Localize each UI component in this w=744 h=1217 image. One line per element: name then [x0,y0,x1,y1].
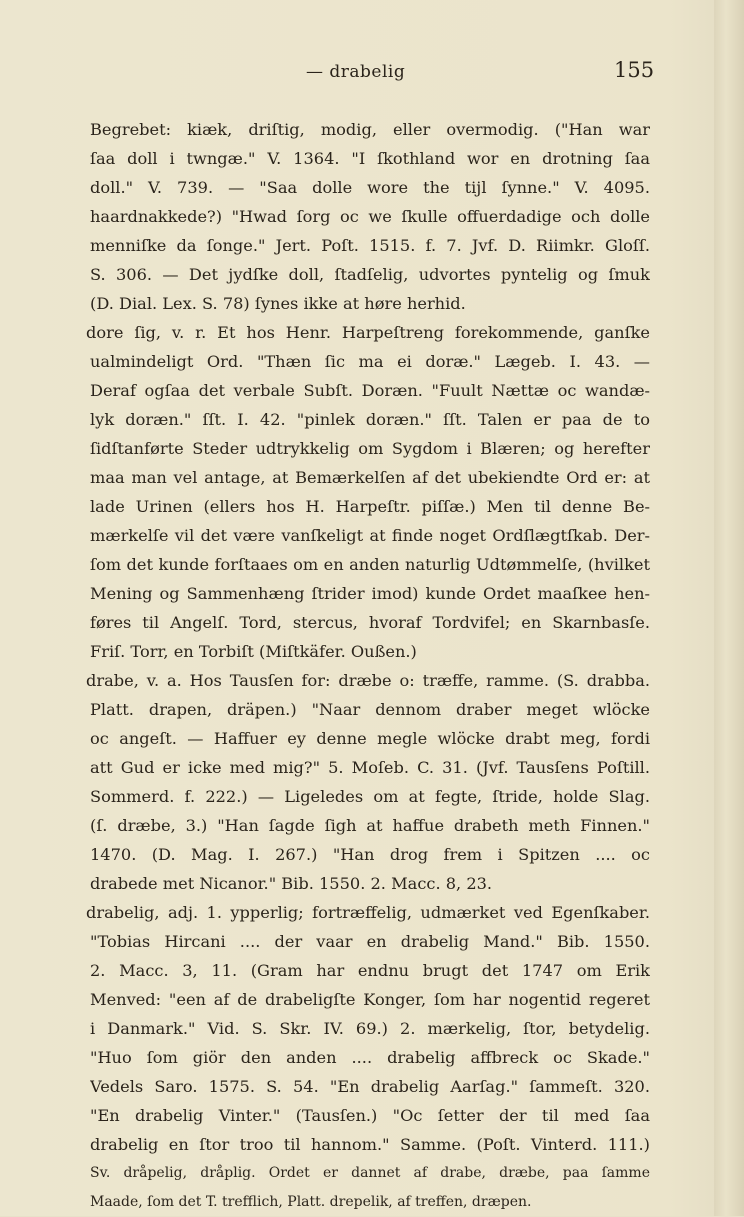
text-line: ualmindeligt Ord. "Thæn ſic ma ei doræ." Lægeb. I. 43. — [90,352,650,371]
text-line: (D. Dial. Lex. S. 78) ſynes ikke at høre herhid. [90,294,466,313]
text-line: Menved: "een af de drabeligſte Konger, ſom har nogentid regeret [90,990,650,1009]
dictionary-text [86,115,650,1217]
text-line: haardnakkede?) "Hwad ſorg oc we ſkulle offuerdadige och dolle [90,207,650,226]
text-line: ſidſtanførte Steder udtrykkelig om Sygdom i Blæren; og herefter [90,439,650,458]
text-line: S. 306. — Det jydſke doll, ſtadſelig, udvortes pyntelig og ſmuk [90,265,650,284]
text-line: mærkelſe vil det være vanſkeligt at finde noget Ordſlægtſkab. Der- [90,526,650,545]
text-line: 2. Macc. 3, 11. (Gram har endnu brugt det 1747 om Erik [90,961,650,980]
text-line: "Huo ſom giör den anden .... drabelig affbreck oc Skade." [90,1048,650,1067]
text-line: "Tobias Hircani .... der vaar en drabelig Mand." Bib. 1550. [90,932,650,951]
text-line: doll." V. 739. — "Saa dolle wore the tijl ſynne." V. 4095. [90,178,650,197]
text-line: att Gud er icke med mig?" 5. Moſeb. C. 31. (Jvf. Tausſens Poſtill. [90,758,650,777]
page-number: 155 [614,58,655,82]
text-line: Begrebet: kiæk, driſtig, modig, eller overmodig. ("Han war [90,120,650,139]
text-line: lade Urinen (ellers hos H. Harpeſtr. piſſæ.) Men til denne Be- [90,497,650,516]
page-spine-edge [714,0,744,1216]
entry-drabe: drabe, v. a. Hos Tausſen for: dræbe o: træffe, ramme. (S. drabba. [86,671,650,690]
text-line: "En drabelig Vinter." (Tausſen.) "Oc ſetter der til med ſaa [90,1106,650,1125]
text-line: Friſ. Torr, en Torbiſt (Miſtkäfer. Oußen.) [90,642,417,661]
text-line: oc angeſt. — Haffuer ey denne megle wlöcke drabt meg, fordi [90,729,650,748]
entry-drabelig: drabelig, adj. 1. ypperlig; fortræffelig, udmærket ved Egenſkaber. [86,903,650,922]
text-line: 1470. (D. Mag. I. 267.) "Han drog frem i Spitzen .... oc [90,845,650,864]
text-line: i Danmark." Vid. S. Skr. IV. 69.) 2. mærkelig, ſtor, betydelig. [90,1019,650,1038]
text-line: (ſ. dræbe, 3.) "Han ſagde ſigh at haffue drabeth meth Finnen." [90,816,650,835]
text-line: Vedels Saro. 1575. S. 54. "En drabelig Aarſag." ſammeſt. 320. [90,1077,650,1096]
entry-dore: dore ſig, v. r. Et hos Henr. Harpeſtreng forekommende, ganſke [86,323,650,342]
text-line: ſom det kunde forſtaaes om en anden naturlig Udtømmelſe, (hvilket [90,555,650,574]
text-line: Maade, ſom det T. trefflich, Platt. drepelik, af treffen, dræpen. [90,1194,532,1210]
text-line: lyk doræn." ſſt. I. 42. "pinlek doræn." ſſt. Talen er paa de to [90,410,650,429]
text-line: føres til Angelſ. Tord, stercus, hvoraf Tordvifel; en Skarnbasſe. [90,613,650,632]
text-line: drabelig en ſtor troo til hannom." Samme. (Poſt. Vinterd. 111.) [90,1135,650,1154]
text-line: menniſke da ſonge." Jert. Poſt. 1515. f. 7. Jvf. D. Riimkr. Gloſſ. [90,236,650,255]
text-line: ſaa doll i twngæ." V. 1364. "I ſkothland wor en drotning ſaa [90,149,650,168]
text-line: Deraf ogſaa det verbale Subſt. Doræn. "Fuult Nættæ oc wandæ- [90,381,650,400]
text-line: Mening og Sammenhæng ſtrider imod) kunde Ordet maaſkee hen- [90,584,650,603]
text-line: Sv. dråpelig, dråplig. Ordet er dannet af drabe, dræbe, paa ſamme [90,1165,650,1181]
text-line: Sommerd. f. 222.) — Ligeledes om at fegte, ſtride, holde Slag. [90,787,650,806]
running-head: — drabelig [306,62,406,82]
text-line: maa man vel antage, at Bemærkelſen af det ubekiendte Ord er: at [90,468,650,487]
page-header [0,58,744,88]
text-line: Platt. drapen, dräpen.) "Naar dennom draber meget wlöcke [90,700,650,719]
text-line: drabede met Nicanor." Bib. 1550. 2. Macc. 8, 23. [90,874,493,893]
